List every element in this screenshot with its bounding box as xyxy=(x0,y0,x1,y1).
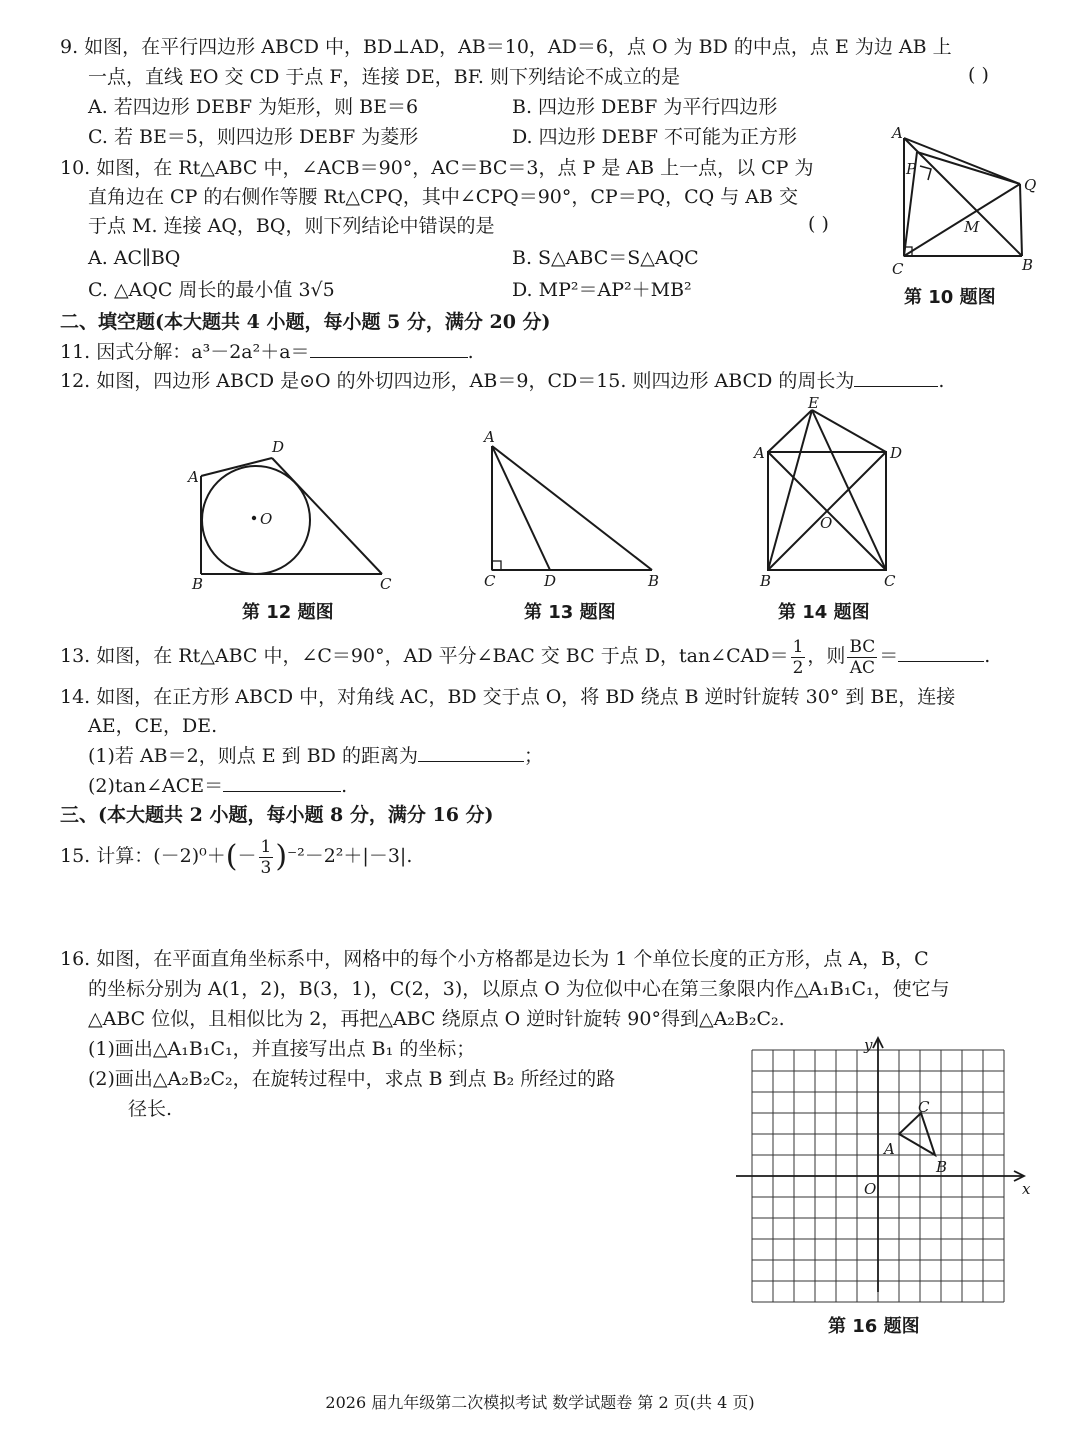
q11-answer-blank[interactable] xyxy=(310,339,468,358)
q13-mid: ，则 xyxy=(807,645,846,667)
q13-text: 13. 如图，在 Rt△ABC 中，∠C＝90°，AD 平分∠BAC 交 BC 于点 D，tan∠CAD＝ xyxy=(60,645,789,667)
q13-eq: ＝ xyxy=(879,645,899,667)
fig14-label-e: E xyxy=(808,394,819,412)
fig12-label-a: A xyxy=(188,468,199,486)
fig10-label-c: C xyxy=(892,260,904,278)
fig12-label-b: B xyxy=(192,575,204,593)
q13-end: . xyxy=(984,645,991,667)
fig16-label-y: y xyxy=(864,1036,873,1054)
fig16-label-o: O xyxy=(864,1180,877,1198)
page-footer: 2026 届九年级第二次模拟考试 数学试题卷 第 2 页(共 4 页) xyxy=(325,1393,755,1412)
figure-13 xyxy=(480,428,670,588)
figure-16-caption: 第 16 题图 xyxy=(828,1316,920,1337)
fig10-label-p: P xyxy=(906,160,917,178)
q10-option-a: A. AC∥BQ xyxy=(88,247,181,269)
fig14-label-d: D xyxy=(890,444,903,462)
fig16-label-a: A xyxy=(884,1140,895,1158)
figure-10-caption: 第 10 题图 xyxy=(904,287,996,308)
q11-text: 11. 因式分解：a³－2a²＋a＝ xyxy=(60,341,310,363)
fig10-label-m: M xyxy=(964,218,980,236)
fig14-label-a: A xyxy=(754,444,765,462)
q16-sub2a: (2)画出△A₂B₂C₂，在旋转过程中，求点 B 到点 B₂ 所经过的路 xyxy=(88,1068,616,1090)
q10-option-c: C. △AQC 周长的最小值 3√5 xyxy=(88,279,335,301)
fig12-label-d: D xyxy=(272,438,285,456)
figure-16-grid xyxy=(734,1036,1044,1306)
q14-line1: 14. 如图，在正方形 ABCD 中，对角线 AC，BD 交于点 O，将 BD 绕点 B 逆时针旋转 30° 到 BE，连接 xyxy=(60,686,956,708)
q15-fraction: $\frac{1}{3}$ xyxy=(260,836,272,878)
q11-end: . xyxy=(467,341,474,363)
section-2-heading: 二、填空题(本大题共 4 小题，每小题 5 分，满分 20 分) xyxy=(60,311,551,333)
fig16-label-x: x xyxy=(1022,1180,1031,1198)
q14-line2: AE，CE，DE. xyxy=(88,715,218,737)
q9-option-c: C. 若 BE＝5，则四边形 DEBF 为菱形 xyxy=(88,126,419,148)
fig14-label-b: B xyxy=(760,572,772,590)
fig13-label-d: D xyxy=(544,572,557,590)
q12-line xyxy=(60,368,944,394)
q10-line3: 于点 M. 连接 AQ，BQ，则下列结论中错误的是 xyxy=(88,215,495,237)
q9-option-b: B. 四边形 DEBF 为平行四边形 xyxy=(512,96,778,118)
q16-sub1: (1)画出△A₁B₁C₁，并直接写出点 B₁ 的坐标； xyxy=(88,1038,476,1060)
q11-line xyxy=(60,339,474,365)
q12-answer-blank[interactable] xyxy=(854,368,938,387)
q12-end: . xyxy=(938,370,945,392)
q9-line2: 一点，直线 EO 交 CD 于点 F，连接 DE，BF. 则下列结论不成立的是 xyxy=(88,66,681,88)
q10-option-d: D. MP²＝AP²＋MB² xyxy=(512,279,692,301)
q13-half-fraction: $\frac{1}{2}$ xyxy=(792,636,804,678)
fig13-label-c: C xyxy=(484,572,496,590)
fig13-label-b: B xyxy=(648,572,660,590)
figure-12-caption: 第 12 题图 xyxy=(242,602,334,623)
q14-sub2: (2)tan∠ACE＝ . xyxy=(88,775,348,797)
figure-14 xyxy=(752,394,912,590)
figure-10 xyxy=(890,124,1040,278)
fig13-label-a: A xyxy=(484,428,495,446)
fig10-label-b: B xyxy=(1022,256,1034,274)
q12-text: 12. 如图，四边形 ABCD 是⊙O 的外切四边形，AB＝9，CD＝15. 则四边形 ABCD 的周长为 xyxy=(60,370,855,392)
fig14-label-c: C xyxy=(884,572,896,590)
q13-answer-blank[interactable] xyxy=(898,643,984,662)
fig10-label-q: Q xyxy=(1024,176,1037,194)
q9-option-d: D. 四边形 DEBF 不可能为正方形 xyxy=(512,126,797,148)
figure-12 xyxy=(186,436,416,596)
fig12-label-c: C xyxy=(380,575,392,593)
q14-sub1-blank[interactable] xyxy=(418,743,524,762)
q16-line2: 的坐标分别为 A(1，2)，B(3，1)，C(2，3)，以原点 O 为位似中心在第三象限内作△A₁B₁C₁，使它与 xyxy=(88,978,950,1000)
section-3-heading: 三、(本大题共 2 小题，每小题 8 分，满分 16 分) xyxy=(60,804,494,826)
q9-answer-paren: ( ) xyxy=(968,64,989,86)
q15-line: 15. 计算：(－2)⁰＋(－ $\frac{1}{3}$ )⁻²－2²＋|－3|. xyxy=(60,836,413,878)
fig16-label-b: B xyxy=(936,1158,948,1176)
q9-line1: 9. 如图，在平行四边形 ABCD 中，BD⊥AD，AB＝10，AD＝6，点 O 为 BD 的中点，点 E 为边 AB 上 xyxy=(60,36,952,58)
q10-option-b: B. S△ABC＝S△AQC xyxy=(512,247,699,269)
fig14-label-o: O xyxy=(820,514,833,532)
q14-sub1: (1)若 AB＝2，则点 E 到 BD 的距离为 ； xyxy=(88,745,543,767)
fig16-label-c: C xyxy=(918,1098,930,1116)
q10-line1: 10. 如图，在 Rt△ABC 中，∠ACB＝90°，AC＝BC＝3，点 P 是 AB 上一点，以 CP 为 xyxy=(60,157,814,179)
q16-sub2b: 径长. xyxy=(128,1098,173,1120)
fig10-label-a: A xyxy=(892,124,903,142)
q16-line1: 16. 如图，在平面直角坐标系中，网格中的每个小方格都是边长为 1 个单位长度的正方形，点 A，B，C xyxy=(60,948,929,970)
q13-ratio-fraction: $\frac{BC}{AC}$ xyxy=(849,636,876,678)
q13-line xyxy=(60,634,990,684)
q10-answer-paren: ( ) xyxy=(808,213,829,235)
q9-option-a: A. 若四边形 DEBF 为矩形，则 BE＝6 xyxy=(88,96,419,118)
figure-13-caption: 第 13 题图 xyxy=(524,602,616,623)
figure-14-caption: 第 14 题图 xyxy=(778,602,870,623)
q10-line2: 直角边在 CP 的右侧作等腰 Rt△CPQ，其中∠CPQ＝90°，CP＝PQ，CQ 与 AB 交 xyxy=(88,186,798,208)
q14-sub2-blank[interactable] xyxy=(223,773,341,792)
q16-line3: △ABC 位似，且相似比为 2，再把△ABC 绕原点 O 逆时针旋转 90°得到△A₂B₂C₂. xyxy=(88,1008,785,1030)
fig12-label-o: O xyxy=(260,510,273,528)
